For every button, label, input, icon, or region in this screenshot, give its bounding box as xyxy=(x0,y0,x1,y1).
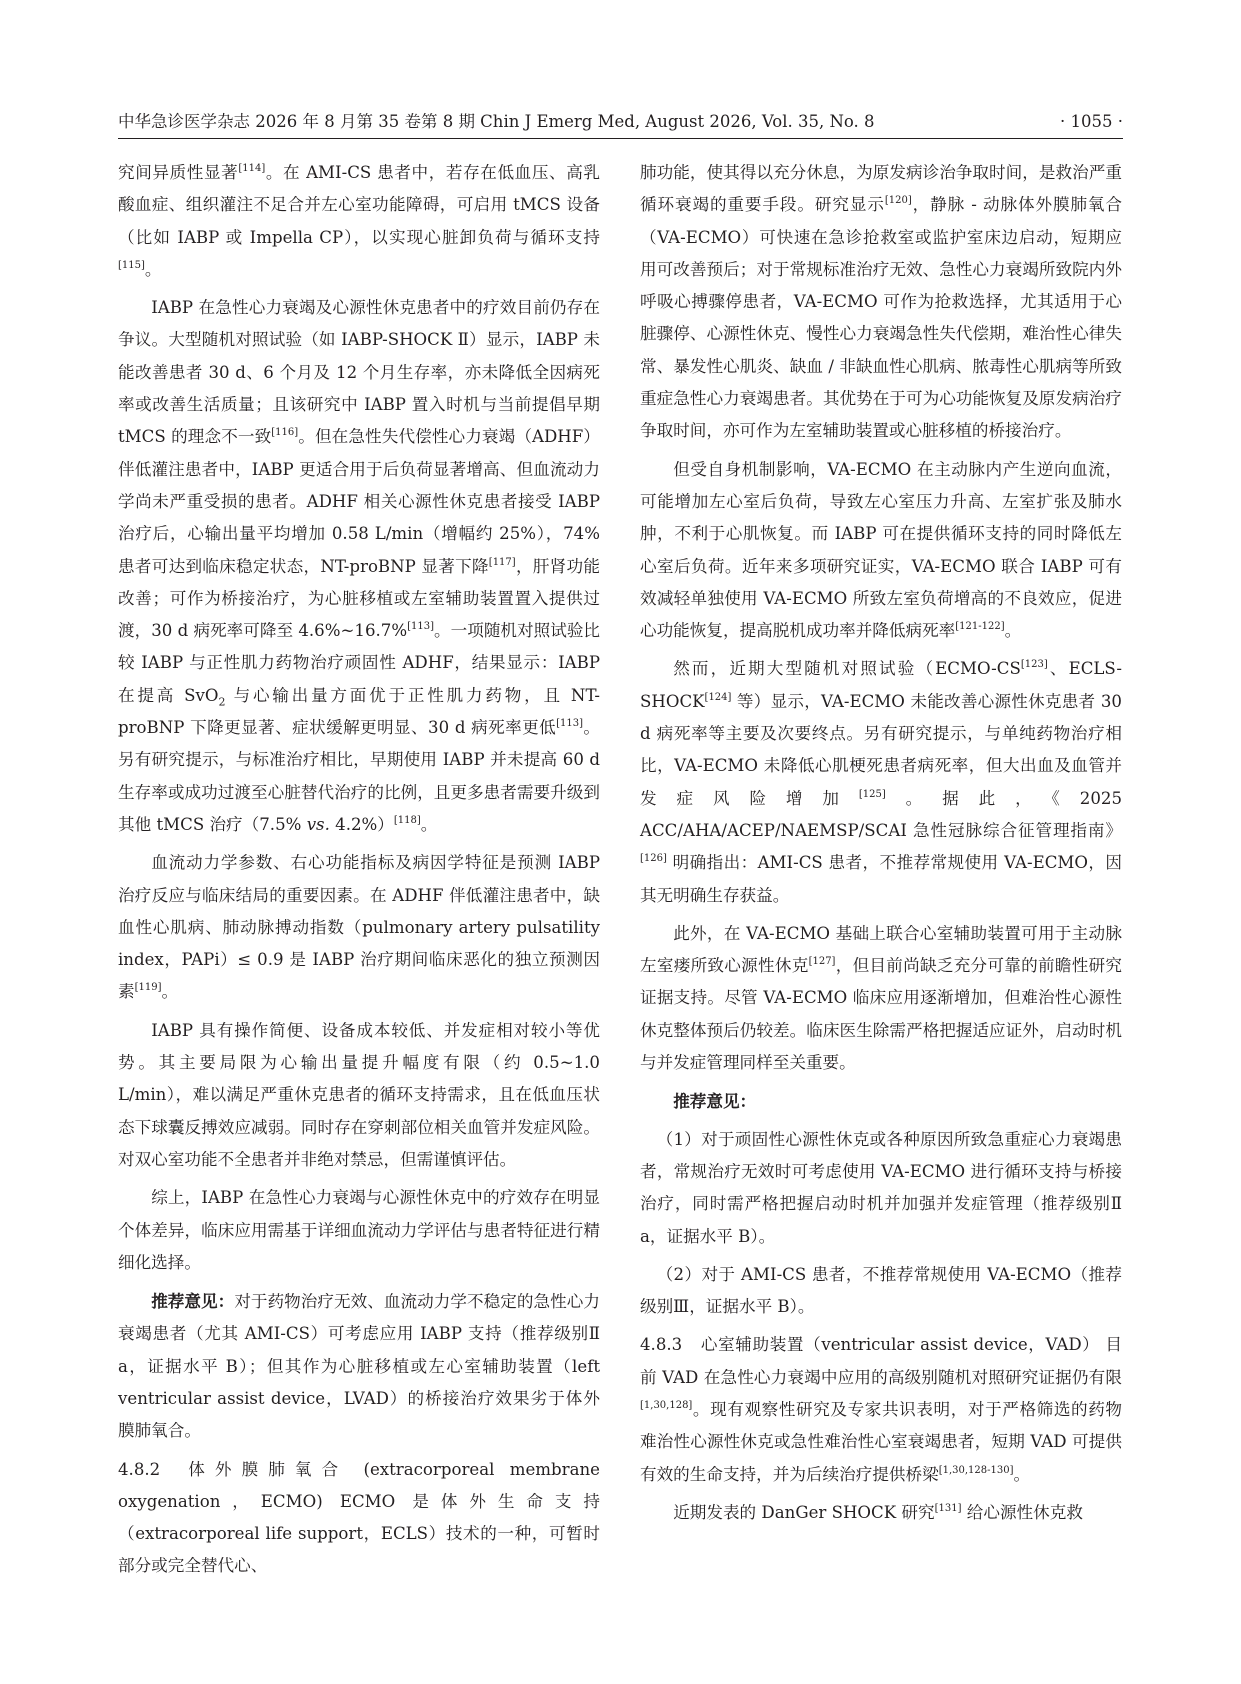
citation-ref: [127] xyxy=(808,956,836,968)
section-number: 4.8.3 xyxy=(640,1335,683,1355)
citation-ref: [121-122] xyxy=(955,621,1005,633)
paragraph: 但受自身机制影响，VA-ECMO 在主动脉内产生逆向血流，可能增加左心室后负荷，导致左心室压力升高、左室扩张及肺水肿，不利于心肌恢复。而 IABP 可在提供循环支持的同时降低左心室后负荷。近年来多项研究证实，VA-ECMO 联合 IABP 可有效减轻单独使用 VA-ECMO 所致左室负荷增高的不良效应，促进心功能恢复，提高脱机成功率并降低病死率[121-122]。 xyxy=(640,459,1122,641)
paragraph: 此外，在 VA-ECMO 基础上联合心室辅助装置可用于主动脉左室瘘所致心源性休克[127]，但目前尚缺乏充分可靠的前瞻性研究证据支持。尽管 VA-ECMO 临床应用逐渐增加，但难治性心源性休克整体预后仍较差。临床医生除需严格把握适应证外，启动时机与并发症管理同样至关重要。 xyxy=(640,923,1123,1073)
journal-citation: 中华急诊医学杂志 2026 年 8 月第 35 卷第 8 期 Chin J Emerg Med, August 2026, Vol. 35, No. 8 xyxy=(118,112,875,131)
citation-ref: [1,30,128-130] xyxy=(938,1464,1014,1476)
right-column xyxy=(640,157,1122,1535)
citation-ref: [125] xyxy=(858,788,886,800)
citation-ref: [113] xyxy=(407,621,435,633)
citation-ref: [114] xyxy=(238,163,266,174)
paragraph: 近期发表的 DanGer SHOCK 研究[131] 给心源性休克救 xyxy=(673,1502,1083,1522)
paragraph: 究间异质性显著[114]。在 AMI-CS 患者中，若存在低血压、高乳酸血症、组织灌注不足合并左心室功能障碍，可启用 tMCS 设备（比如 IABP 或 Impella CP），以实现心脏卸负荷与循环支持[115]。 xyxy=(118,163,601,279)
citation-ref: [115] xyxy=(118,259,145,271)
recommendation-label: 推荐意见： xyxy=(151,1291,235,1312)
paragraph: IABP 具有操作简便、设备成本较低、并发症相对较小等优势。其主要局限为心输出量提升幅度有限（约 0.5~1.0 L/min），难以满足严重休克患者的循环支持需求，且在低血压状态下球囊反搏效应减弱。同时存在穿刺部位相关血管并发症风险。对双心室功能不全患者并非绝对禁忌，但需谨慎评估。 xyxy=(118,1020,600,1169)
citation-ref: [117] xyxy=(488,556,516,568)
recommendation-label: 推荐意见： xyxy=(673,1091,757,1112)
citation-ref: [118] xyxy=(393,814,421,826)
citation-ref: [131] xyxy=(934,1502,962,1514)
paragraph: 综上，IABP 在急性心力衰竭与心源性休克中的疗效存在明显个体差异，临床应用需基于详细血流动力学评估与患者特征进行精细化选择。 xyxy=(118,1188,600,1272)
running-header xyxy=(118,108,1123,139)
paragraph: 血流动力学参数、右心功能指标及病因学特征是预测 IABP 治疗反应与临床结局的重要因素。在 ADHF 伴低灌注患者中，缺血性心肌病、肺动脉搏动指数（pulmonary artery pulsatility index，PAPi）≤ 0.9 是 IABP 治疗期间临床恶化的独立预测因素[119]。 xyxy=(118,853,600,1002)
paragraph: 肺功能，使其得以充分休息，为原发病诊治争取时间，是救治严重循环衰竭的重要手段。研究显示[120]，静脉 - 动脉体外膜肺氧合（VA-ECMO）可快速在急诊抢救室或监护室床边启动，短期应用可改善预后；对于常规标准治疗无效、急性心力衰竭所致院内外呼吸心搏骤停患者，VA-ECMO 可作为抢救选择，尤其适用于心脏骤停、心源性休克、慢性心力衰竭急性失代偿期，难治性心律失常、暴发性心肌炎、缺血 / 非缺血性心肌病、脓毒性心肌病等所致重症急性心力衰竭患者。其优势在于可为心功能恢复及原发病治疗争取时间，亦可作为左室辅助装置或心脏移植的桥接治疗。 xyxy=(640,163,1123,441)
left-column xyxy=(118,157,600,1589)
recommendation-paragraph: 推荐意见：对于药物治疗无效、血流动力学不稳定的急性心力衰竭患者（尤其 AMI-CS）可考虑应用 IABP 支持（推荐级别Ⅱ a，证据水平 B）；但其作为心脏移植或左心室辅助装置（left ventricular assist device，LVAD）的桥接治疗效果劣于体外膜肺氧合。 xyxy=(118,1291,601,1441)
citation-ref: [120] xyxy=(884,195,912,207)
citation-ref: [126] xyxy=(640,853,667,865)
section-heading-ecmo: 4.8.2 体外膜肺氧合 (extracorporeal membrane oxygenation，ECMO) ECMO 是体外生命支持（extracorporeal life support，ECLS）技术的一种，可暂时部分或完全替代心、 xyxy=(118,1459,600,1576)
recommendation-item: （2）对于 AMI-CS 患者，不推荐常规使用 VA-ECMO（推荐级别Ⅲ，证据水平 B）。 xyxy=(640,1264,1122,1317)
page-number: · 1055 · xyxy=(1060,112,1123,131)
recommendation-item: （1）对于顽固性心源性休克或各种原因所致急重症心力衰竭患者，常规治疗无效时可考虑使用 VA-ECMO 进行循环支持与桥接治疗，同时需严格把握启动时机并加强并发症管理（推荐级别Ⅱ a，证据水平 B）。 xyxy=(640,1129,1122,1246)
section-number: 4.8.2 xyxy=(118,1459,161,1479)
citation-ref: [116] xyxy=(271,427,299,439)
citation-ref: [119] xyxy=(134,982,162,994)
section-heading-vad: 4.8.3 心室辅助装置（ventricular assist device，VAD） 目前 VAD 在急性心力衰竭中应用的高级别随机对照研究证据仍有限[1,30,128]。现有观察性研究及专家共识表明，对于严格筛选的药物难治性心源性休克或急性难治性心室衰竭患者，短期 VAD 可提供有效的生命支持，并为后续治疗提供桥梁[1,30,128-130]。 xyxy=(640,1335,1122,1484)
paragraph: 然而，近期大型随机对照试验（ECMO-CS[123]、ECLS-SHOCK[124] 等）显示，VA-ECMO 未能改善心源性休克患者 30 d 病死率等主要及次要终点。另有研究提示，与单纯药物治疗相比，VA-ECMO 未降低心肌梗死患者病死率，但大出血及血管并发症风险增加[125]。据此，《2025 ACC/AHA/ACEP/NAEMSP/SCAI 急性冠脉综合征管理指南》[126] 明确指出：AMI-CS 患者，不推荐常规使用 VA-ECMO，因其无明确生存获益。 xyxy=(640,659,1122,905)
paragraph: IABP 在急性心力衰竭及心源性休克患者中的疗效目前仍存在争议。大型随机对照试验（如 IABP-SHOCK Ⅱ）显示，IABP 未能改善患者 30 d、6 个月及 12 个月生存率，亦未降低全因病死率或改善生活质量；且该研究中 IABP 置入时机与当前提倡早期 tMCS 的理念不一致[116]。但在急性失代偿性心力衰竭（ADHF）伴低灌注患者中，IABP 更适合用于后负荷显著增高、但血流动力学尚未严重受损的患者。ADHF 相关心源性休克患者接受 IABP 治疗后，心输出量平均增加 0.58 L/min（增幅约 25%），74% 患者可达到临床稳定状态，NT-proBNP 显著下降[117]，肝肾功能改善；可作为桥接治疗，为心脏移植或左室辅助装置置入提供过渡，30 d 病死率可降至 4.6%~16.7%[113]。一项随机对照试验比较 IABP 与正性肌力药物治疗顽固性 ADHF，结果显示：IABP 在提高 SvO$_2$ 与心输出量方面优于正性肌力药物，且 NT-proBNP 下降更显著、症状缓解更明显、30 d 病死率更低[113]。另有研究提示，与标准治疗相比，早期使用 IABP 并未提高 60 d 生存率或成功过渡至心脏替代治疗的比例，且更多患者需要升级到其他 tMCS 治疗（7.5% vs. 4.2%）[118]。 xyxy=(118,298,601,834)
citation-ref: [123] xyxy=(1020,659,1048,671)
citation-ref: [1,30,128] xyxy=(640,1399,693,1411)
citation-ref: [124] xyxy=(704,691,732,703)
citation-ref: [113] xyxy=(556,718,584,730)
